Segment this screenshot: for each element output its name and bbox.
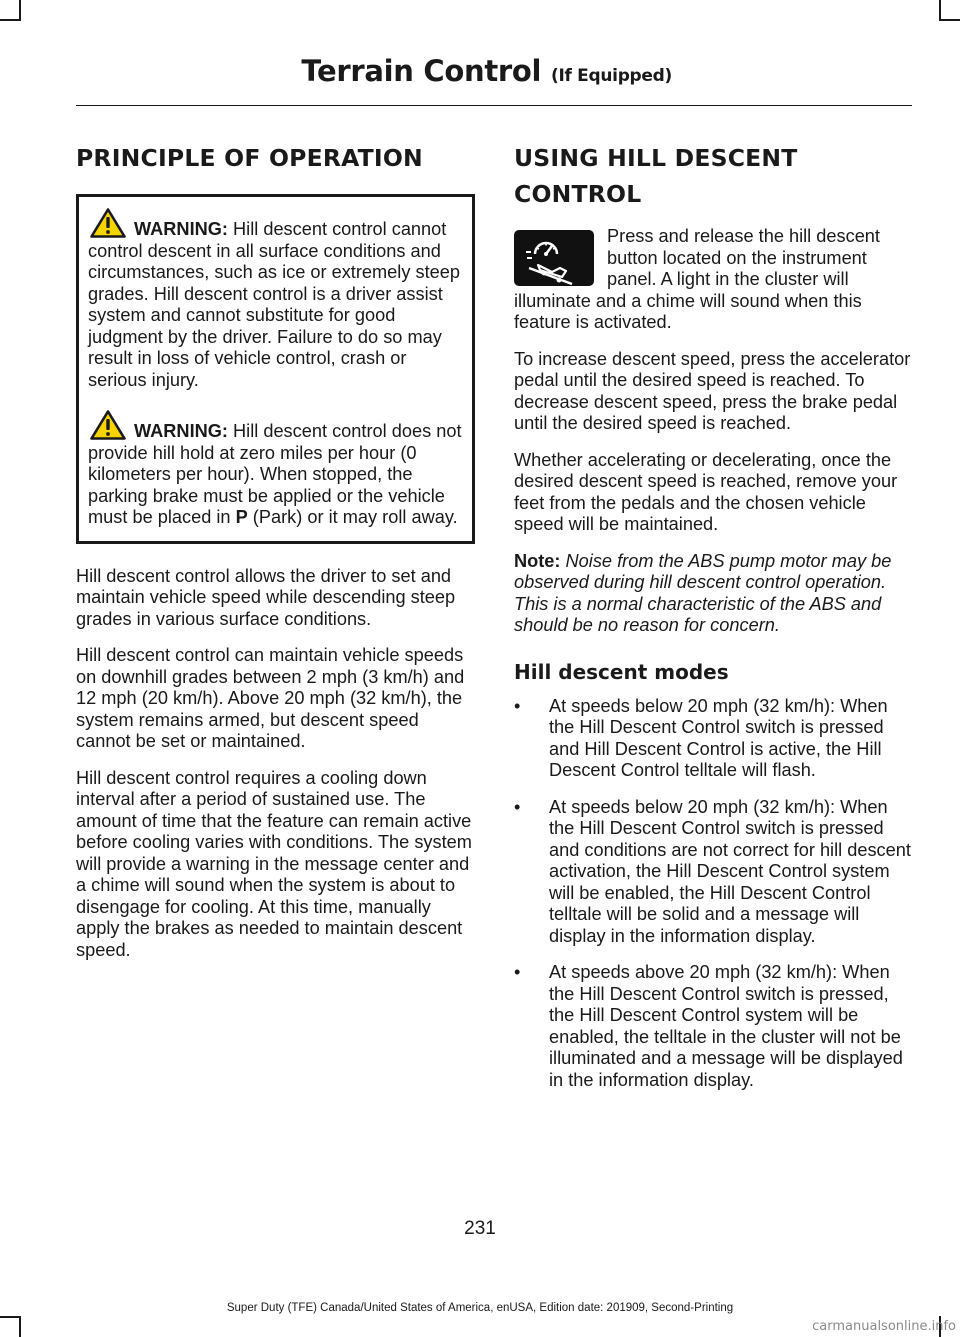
chapter-title-text: Terrain Control bbox=[301, 54, 542, 88]
warning-triangle-icon bbox=[90, 410, 126, 440]
bullet-symbol: • bbox=[514, 962, 521, 982]
paragraph: Whether accelerating or decelerating, once the desired descent speed is reached, remove your feet from the pedals and the chosen vehicle speed will be maintained. bbox=[514, 449, 898, 534]
crop-mark-top-left bbox=[19, 0, 21, 21]
note-paragraph bbox=[514, 551, 912, 637]
warning-item bbox=[88, 208, 464, 391]
warning-text: Hill descent control cannot control descent in all surface conditions and circumstances, such as ice or extremely steep grades. Hill descent control is a driver assist system and cannot substitute for good judgment by the driver. Failure to do so may result in loss of vehicle control, crash or serious injury. bbox=[88, 219, 460, 390]
warning-text-end: (Park) or it may roll away. bbox=[247, 507, 458, 527]
paragraph: Hill descent control allows the driver to set and maintain vehicle speed while descending steep grades in various surface conditions. bbox=[76, 565, 456, 629]
paragraph: Press and release the hill descent button located on the instrument panel. A light in the cluster will illuminate and a chime will sound when this feature is activated. bbox=[514, 226, 880, 332]
crop-mark-top-left-horizontal bbox=[0, 19, 21, 21]
bullet-symbol: • bbox=[514, 695, 521, 716]
page-number: 231 bbox=[464, 1218, 496, 1239]
right-column bbox=[514, 140, 912, 1106]
header-rule bbox=[76, 105, 912, 106]
list-item-text: At speeds above 20 mph (32 km/h): When the Hill Descent Control switch is pressed, the Hill Descent Control system will be enabled, the telltale in the cluster will not be illuminated and a message will be displayed in the information display. bbox=[549, 962, 903, 1090]
paragraph: Hill descent control can maintain vehicle speeds on downhill grades between 2 mph (3 km/h) and 12 mph (20 km/h). Above 20 mph (32 km/h), the system remains armed, but descent speed cannot be set or maintained. bbox=[76, 645, 465, 751]
warning-text: Hill descent control does not provide hill hold at zero miles per hour (0 kilometers per hour). When stopped, the parking brake must be applied or the vehicle must be placed in bbox=[88, 421, 462, 527]
paragraph: Hill descent control requires a cooling down interval after a period of sustained use. The amount of time that the feature can remain active before cooling varies with conditions. The system will provide a warning in the message center and a chime will sound when the system is about to disengage for cooling. At this time, manually apply the brakes as needed to maintain descent speed. bbox=[76, 767, 472, 960]
warning-label: WARNING: bbox=[134, 421, 228, 441]
chapter-title bbox=[301, 54, 672, 88]
warning-label: WARNING: bbox=[134, 219, 228, 239]
paragraph: To increase descent speed, press the accelerator pedal until the desired speed is reached. To decrease descent speed, press the brake pedal until the desired speed is reached. bbox=[514, 348, 911, 433]
footer-edition: Super Duty (TFE) Canada/United States of America, enUSA, Edition date: 201909, Second-Printing bbox=[226, 1302, 734, 1314]
subheading-hill-descent-modes: Hill descent modes bbox=[514, 659, 729, 684]
crop-mark-top-right bbox=[939, 0, 941, 21]
crop-mark-bottom-left-horizontal bbox=[0, 1316, 21, 1318]
section-heading-using-hdc: USING HILL DESCENT CONTROL bbox=[514, 144, 798, 208]
hdc-button-description bbox=[514, 226, 912, 349]
crop-mark-top-right-horizontal bbox=[939, 19, 960, 21]
warning-item bbox=[88, 410, 464, 529]
list-item-text: At speeds below 20 mph (32 km/h): When the Hill Descent Control switch is pressed and Hill Descent Control is active, the Hill Descent Control telltale will flash. bbox=[549, 695, 888, 780]
warning-triangle-icon bbox=[90, 208, 126, 238]
watermark: carmanualsonline.info bbox=[812, 1319, 956, 1334]
section-heading-principle: PRINCIPLE OF OPERATION bbox=[76, 144, 423, 172]
crop-mark-bottom-left bbox=[19, 1316, 21, 1337]
list-item bbox=[514, 696, 912, 782]
bullet-symbol: • bbox=[514, 796, 521, 817]
left-column bbox=[76, 140, 474, 976]
list-item-text: At speeds below 20 mph (32 km/h): When the Hill Descent Control switch is pressed and conditions are not correct for hill descent activation, the Hill Descent Control system will be enabled, the Hill Descent Control telltale will be solid and a message will display in the information display. bbox=[549, 796, 911, 946]
chapter-subtitle: (If Equipped) bbox=[550, 66, 672, 86]
note-text: Noise from the ABS pump motor may be observed during hill descent control operation. This is a normal characteristic of the ABS and should be no reason for concern. bbox=[514, 550, 892, 635]
list-item bbox=[514, 962, 912, 1091]
note-label: Note: bbox=[514, 550, 561, 571]
modes-list bbox=[514, 696, 912, 1092]
list-item bbox=[514, 797, 912, 948]
park-gear-letter: P bbox=[235, 507, 248, 527]
hill-descent-control-icon bbox=[514, 230, 594, 286]
warning-box bbox=[76, 194, 475, 544]
